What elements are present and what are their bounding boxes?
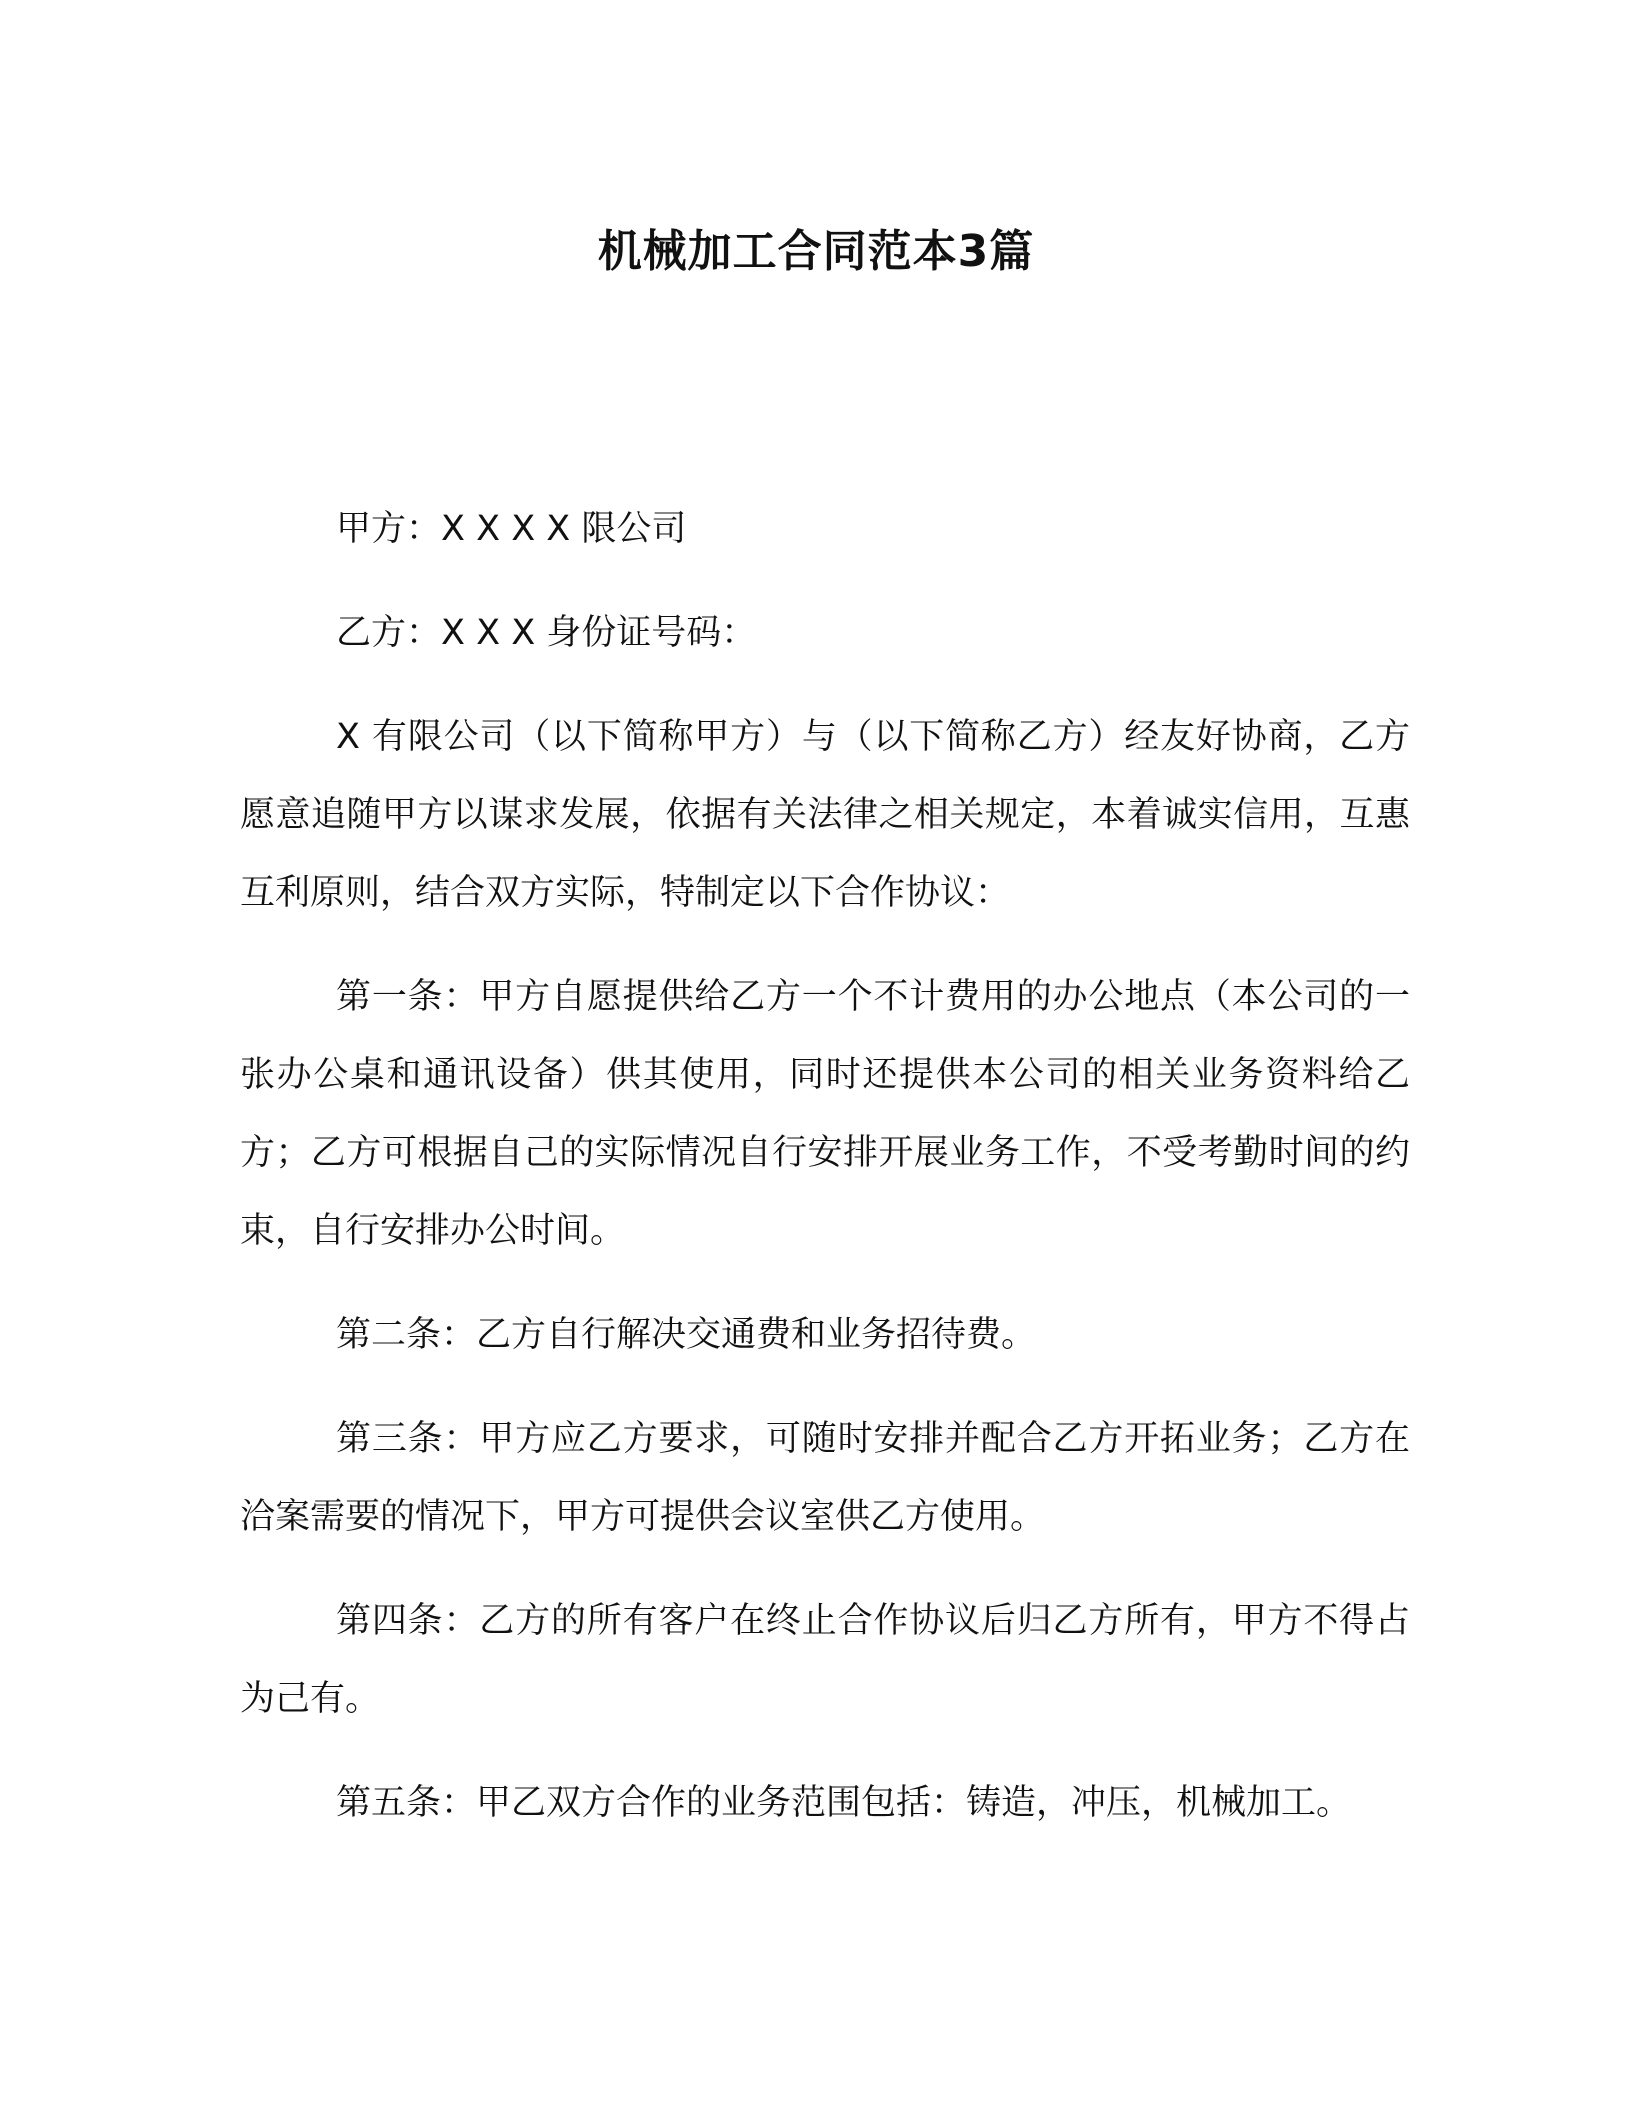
document-body [240,490,1410,1868]
party-b-line: 乙方：X X X 身份证号码： [336,613,757,653]
article-2: 第二条：乙方自行解决交通费和业务招待费。 [336,1315,1037,1355]
article-3: 第三条：甲方应乙方要求，可随时安排并配合乙方开拓业务；乙方在洽案需要的情况下，甲方可提供会议室供乙方使用。 [240,1419,1410,1537]
article-5: 第五条：甲乙双方合作的业务范围包括：铸造，冲压，机械加工。 [336,1783,1352,1823]
article-4: 第四条：乙方的所有客户在终止合作协议后归乙方所有，甲方不得占为己有。 [240,1601,1410,1719]
document-title: 机械加工合同范本3篇 [597,226,1035,277]
party-a-line: 甲方：X X X X 限公司 [336,509,687,549]
article-1: 第一条：甲方自愿提供给乙方一个不计费用的办公地点（本公司的一张办公桌和通讯设备）供其使用，同时还提供本公司的相关业务资料给乙方；乙方可根据自己的实际情况自行安排开展业务工作，不受考勤时间的约束，自行安排办公时间。 [240,977,1410,1251]
intro-paragraph: X 有限公司（以下简称甲方）与（以下简称乙方）经友好协商，乙方愿意追随甲方以谋求发展，依据有关法律之相关规定，本着诚实信用，互惠互利原则，结合双方实际，特制定以下合作协议： [240,717,1410,913]
